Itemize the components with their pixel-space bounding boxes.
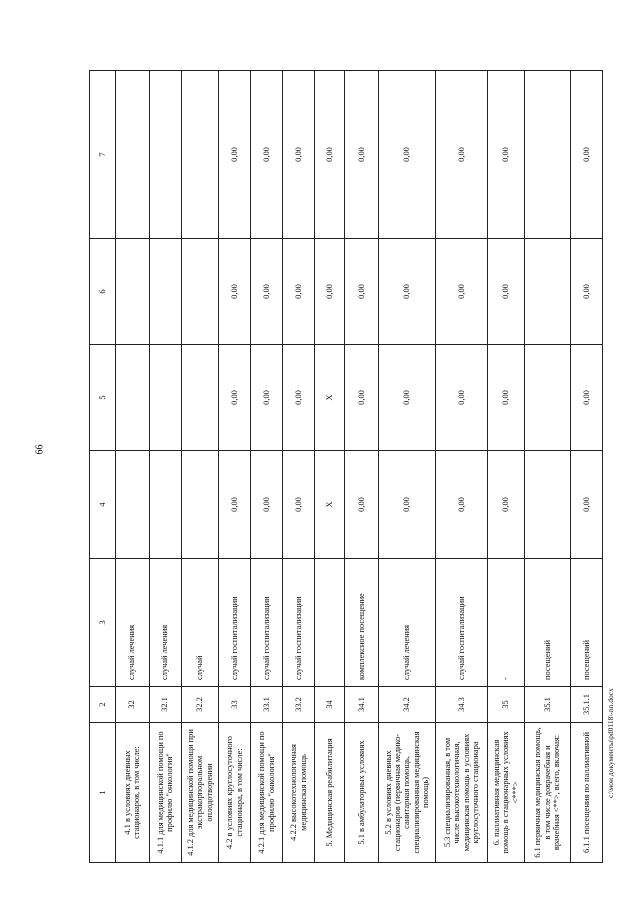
row-col7-cell: 0,00 [436,71,487,239]
row-unit-cell: посещений [570,559,602,687]
row-unit-cell: случай госпитализации [219,559,251,687]
row-col4-cell [149,451,181,559]
row-col5-cell [181,345,219,451]
row-col5-cell: 0,00 [344,345,378,451]
row-code-cell: 32.2 [181,687,219,723]
table-row [378,71,436,863]
row-col4-cell: 0,00 [219,451,251,559]
header-col-1: 1 [90,723,116,863]
row-col4-cell: X [314,451,344,559]
row-col4-cell: 0,00 [344,451,378,559]
row-col5-cell: 0,00 [487,345,525,451]
row-col6-cell: 0,00 [570,239,602,345]
row-col6-cell: 0,00 [487,239,525,345]
table-row [314,71,344,863]
row-unit-cell: случай лечения [378,559,436,687]
table-row [283,71,315,863]
row-col7-cell: 0,00 [344,71,378,239]
row-name-cell: 4.2.2 высокотехнологичная медицинская помощь [283,723,315,863]
header-col-5: 5 [90,345,116,451]
row-unit-cell: случай госпитализации [251,559,283,687]
table-row [487,71,525,863]
row-code-cell: 35.1.1 [570,687,602,723]
row-col5-cell: 0,00 [283,345,315,451]
row-code-cell: 34 [314,687,344,723]
table-row [149,71,181,863]
row-name-cell: 6. паллиативная медицинская помощь в стационарных условиях <***> [487,723,525,863]
header-col-2: 2 [90,687,116,723]
row-col7-cell: 0,00 [219,71,251,239]
row-col6-cell: 0,00 [314,239,344,345]
row-col4-cell: 0,00 [378,451,436,559]
page-number: 66 [34,444,46,455]
row-unit-cell: посещений [525,559,571,687]
row-col7-cell [181,71,219,239]
row-unit-cell: случай лечения [149,559,181,687]
table-row [219,71,251,863]
row-col5-cell [115,345,149,451]
row-col6-cell: 0,00 [436,239,487,345]
row-col6-cell [115,239,149,345]
row-col7-cell: 0,00 [378,71,436,239]
row-col7-cell: 0,00 [251,71,283,239]
row-col6-cell: 0,00 [378,239,436,345]
row-name-cell: 4.1 в условиях дневных стационаров, в том числе: [115,723,149,863]
row-col5-cell: 0,00 [251,345,283,451]
header-col-3: 3 [90,559,116,687]
row-code-cell: 33.2 [283,687,315,723]
row-col5-cell [149,345,181,451]
row-code-cell: 34.1 [344,687,378,723]
header-col-4: 4 [90,451,116,559]
row-code-cell: 35.1 [525,687,571,723]
row-name-cell: 4.1.2 для медицинской помощи при экстракорпоральном оплодотворении [181,723,219,863]
row-col6-cell: 0,00 [344,239,378,345]
row-col7-cell: 0,00 [283,71,315,239]
row-col7-cell: 0,00 [570,71,602,239]
header-row [90,71,116,863]
row-col5-cell: 0,00 [436,345,487,451]
row-code-cell: 35 [487,687,525,723]
table-row [570,71,602,863]
row-unit-cell: комплексное посещение [344,559,378,687]
row-col6-cell: 0,00 [283,239,315,345]
row-unit-cell: - [487,559,525,687]
row-col4-cell: 0,00 [570,451,602,559]
row-unit-cell: случай госпитализации [283,559,315,687]
table-row [251,71,283,863]
row-name-cell: 6.1.1 посещения по паллиативной [570,723,602,863]
row-col5-cell: 0,00 [570,345,602,451]
row-code-cell: 33 [219,687,251,723]
row-name-cell: 5.3 специализированная, в том числе высокотехнологичная, медицинская помощь в условиях круглосуточного стационара [436,723,487,863]
table-row [115,71,149,863]
row-code-cell: 34.3 [436,687,487,723]
table-row [525,71,571,863]
row-col6-cell [525,239,571,345]
row-name-cell: 4.1.1 для медицинской помощи по профилю "онкология" [149,723,181,863]
row-col4-cell [181,451,219,559]
row-col4-cell: 0,00 [487,451,525,559]
row-name-cell: 4.2 в условиях круглосуточного стационара, в том числе: [219,723,251,863]
row-col7-cell [149,71,181,239]
row-col7-cell: 0,00 [314,71,344,239]
row-name-cell: 5.2 в условиях дневных стационаров (первичная медико-санитарная помощь, специализированная медицинская помощь) [378,723,436,863]
row-name-cell: 6.1 первичная медицинская помощь, в том числе доврачебная и врачебная <**>, всего, включая: [525,723,571,863]
row-col6-cell [149,239,181,345]
row-name-cell: 5. Медицинская реабилитация [314,723,344,863]
row-col4-cell [115,451,149,559]
row-unit-cell: случай лечения [115,559,149,687]
footer-file-path: c:\мои документы\pd0118\-nn.docx [606,688,615,798]
table-row [436,71,487,863]
row-col4-cell: 0,00 [436,451,487,559]
rotated-table-container [89,71,603,863]
row-col5-cell: 0,00 [378,345,436,451]
row-col4-cell: 0,00 [283,451,315,559]
data-table [89,70,603,863]
header-col-7: 7 [90,71,116,239]
row-col6-cell [181,239,219,345]
row-code-cell: 32.1 [149,687,181,723]
row-unit-cell: случай госпитализации [436,559,487,687]
row-col4-cell: 0,00 [251,451,283,559]
row-code-cell: 33.1 [251,687,283,723]
row-col7-cell: 0,00 [487,71,525,239]
row-name-cell: 5.1 в амбулаторных условиях [344,723,378,863]
header-col-6: 6 [90,239,116,345]
row-name-cell: 4.2.1 для медицинской помощи по профилю "онкология" [251,723,283,863]
row-col7-cell [115,71,149,239]
row-col4-cell [525,451,571,559]
row-col5-cell [525,345,571,451]
table-row [344,71,378,863]
row-unit-cell [314,559,344,687]
row-col5-cell: X [314,345,344,451]
row-col6-cell: 0,00 [219,239,251,345]
table-row [181,71,219,863]
row-unit-cell: случай [181,559,219,687]
row-col6-cell: 0,00 [251,239,283,345]
row-col7-cell [525,71,571,239]
row-code-cell: 34.2 [378,687,436,723]
row-col5-cell: 0,00 [219,345,251,451]
row-code-cell: 32 [115,687,149,723]
